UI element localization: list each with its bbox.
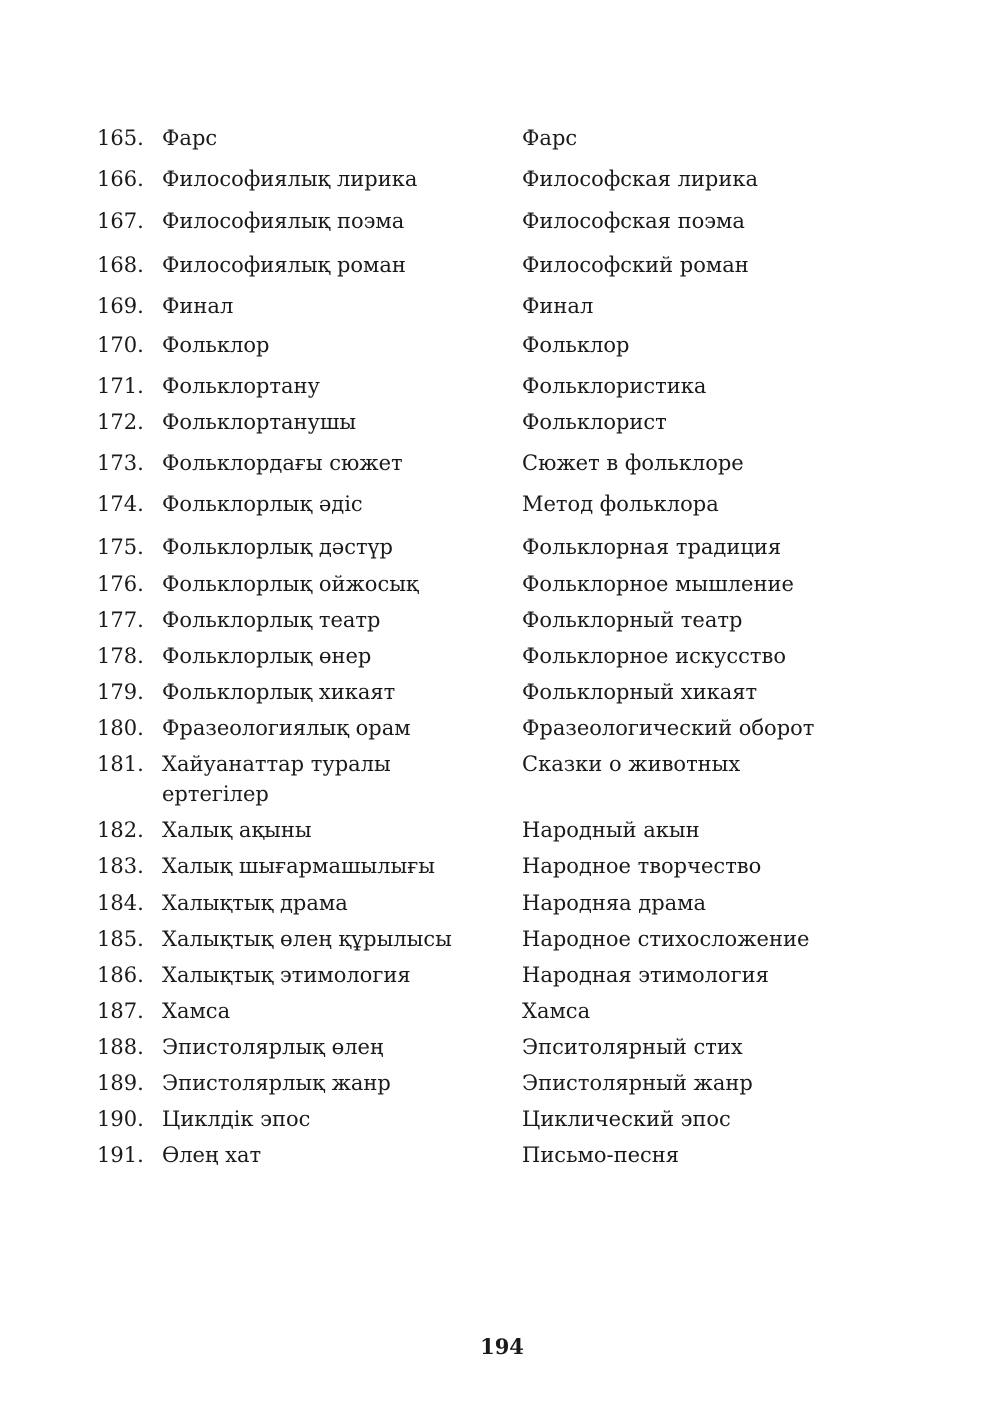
entry-term-russian: Фольклорное мышление <box>522 572 794 596</box>
entry-term-kazakh: Хайуанаттар туралы ертегілер <box>162 752 391 806</box>
entry-number: 173. <box>97 451 144 475</box>
entry-term-kazakh: Фразеологиялық орам <box>162 716 411 740</box>
entry-term-kazakh: Философиялық роман <box>162 253 406 277</box>
entry-term-kazakh: Фольклортану <box>162 374 320 398</box>
entry-number: 178. <box>97 644 144 668</box>
entry-number: 171. <box>97 374 144 398</box>
entry-term-kazakh: Халықтық өлең құрылысы <box>162 927 452 951</box>
entry-term-kazakh: Эпистолярлық өлең <box>162 1035 384 1059</box>
entry-term-kazakh: Фольклор <box>162 333 270 357</box>
entry-term-russian: Философская лирика <box>522 167 759 191</box>
entry-number: 179. <box>97 680 144 704</box>
entry-term-kazakh: Эпистолярлық жанр <box>162 1071 391 1095</box>
entry-number: 181. <box>97 752 144 776</box>
entry-term-russian: Письмо-песня <box>522 1143 680 1167</box>
entry-number: 182. <box>97 818 144 842</box>
page-number: 194 <box>480 1334 524 1359</box>
entry-number: 177. <box>97 608 144 632</box>
entry-term-kazakh: Фольклордағы сюжет <box>162 451 403 475</box>
entry-term-russian: Фразеологический оборот <box>522 716 815 740</box>
entry-term-kazakh: Фольклортанушы <box>162 410 357 434</box>
entry-term-kazakh: Философиялық поэма <box>162 209 405 233</box>
entry-term-russian: Народная этимология <box>522 963 769 987</box>
entry-term-kazakh: Халықтық этимология <box>162 963 411 987</box>
entry-number: 170. <box>97 333 144 357</box>
entry-number: 166. <box>97 167 144 191</box>
entry-number: 174. <box>97 492 144 516</box>
entry-term-kazakh: Фольклорлық дәстүр <box>162 535 393 559</box>
entry-term-kazakh: Фольклорлық әдіс <box>162 492 363 516</box>
entry-number: 172. <box>97 410 144 434</box>
entry-number: 187. <box>97 999 144 1023</box>
entry-term-russian: Народное творчество <box>522 854 762 878</box>
entry-term-russian: Фольклорная традиция <box>522 535 782 559</box>
entry-term-russian: Сказки о животных <box>522 752 741 776</box>
entry-term-russian: Народное стихосложение <box>522 927 810 951</box>
entry-term-kazakh: Философиялық лирика <box>162 167 418 191</box>
entry-number: 189. <box>97 1071 144 1095</box>
entry-term-russian: Хамса <box>522 999 591 1023</box>
entry-term-kazakh: Халық шығармашылығы <box>162 854 435 878</box>
entry-term-russian: Эпситолярный стих <box>522 1035 743 1059</box>
entry-number: 175. <box>97 535 144 559</box>
entry-term-russian: Народный акын <box>522 818 700 842</box>
entry-number: 190. <box>97 1107 144 1131</box>
entry-number: 168. <box>97 253 144 277</box>
entry-number: 167. <box>97 209 144 233</box>
entry-term-russian: Сюжет в фольклоре <box>522 451 744 475</box>
entry-term-russian: Философский роман <box>522 253 749 277</box>
entry-term-russian: Метод фольклора <box>522 492 719 516</box>
entry-term-kazakh: Халық ақыны <box>162 818 312 842</box>
entry-term-russian: Фольклорное искусство <box>522 644 786 668</box>
entry-term-kazakh: Финал <box>162 294 234 318</box>
entry-term-kazakh: Фольклорлық хикаят <box>162 680 396 704</box>
entry-number: 176. <box>97 572 144 596</box>
entry-term-russian: Фольклорный хикаят <box>522 680 758 704</box>
entry-term-russian: Фольклорист <box>522 410 667 434</box>
entry-term-kazakh: Фарс <box>162 126 218 150</box>
entry-term-russian: Философская поэма <box>522 209 745 233</box>
entry-term-kazakh: Хамса <box>162 999 231 1023</box>
entry-term-russian: Циклический эпос <box>522 1107 731 1131</box>
entry-term-russian: Эпистолярный жанр <box>522 1071 753 1095</box>
entry-term-kazakh: Фольклорлық өнер <box>162 644 372 668</box>
entry-number: 169. <box>97 294 144 318</box>
entry-term-russian: Фарс <box>522 126 578 150</box>
entry-number: 183. <box>97 854 144 878</box>
entry-term-russian: Народняа драма <box>522 891 707 915</box>
entry-term-russian: Фольклор <box>522 333 630 357</box>
entry-term-russian: Фольклорный театр <box>522 608 743 632</box>
entry-number: 188. <box>97 1035 144 1059</box>
entry-term-kazakh: Фольклорлық театр <box>162 608 381 632</box>
entry-number: 186. <box>97 963 144 987</box>
entry-term-kazakh: Фольклорлық ойжосық <box>162 572 419 596</box>
entry-number: 185. <box>97 927 144 951</box>
entry-term-kazakh: Өлең хат <box>162 1143 262 1167</box>
entry-term-kazakh: Циклдік эпос <box>162 1107 311 1131</box>
entry-term-kazakh: Халықтық драма <box>162 891 348 915</box>
entry-term-russian: Финал <box>522 294 594 318</box>
entry-number: 165. <box>97 126 144 150</box>
entry-number: 191. <box>97 1143 144 1167</box>
entry-number: 180. <box>97 716 144 740</box>
entry-number: 184. <box>97 891 144 915</box>
entry-term-russian: Фольклористика <box>522 374 707 398</box>
